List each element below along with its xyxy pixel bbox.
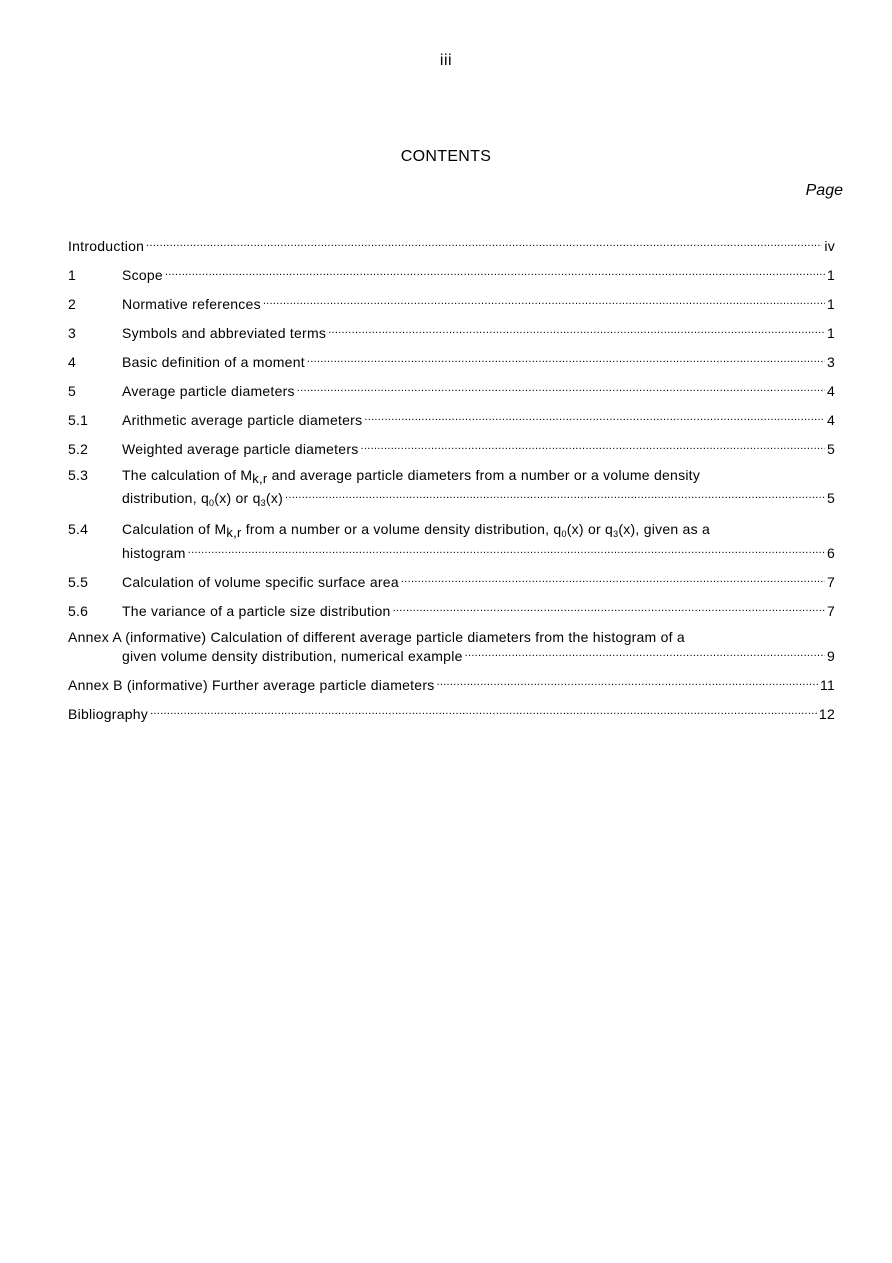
toc-entry-5-3[interactable] [68,467,835,511]
toc-entry-page: 1 [826,267,835,283]
toc-entry-number: 2 [68,296,77,312]
subscript: k,r [252,471,268,486]
toc-entry-title: Bibliography [68,706,149,722]
toc-entry-number: 5.1 [68,412,89,428]
toc-entry-title: Average particle diameters [122,383,295,399]
toc-entry-page: 1 [826,325,835,341]
dot-leader [146,235,822,251]
toc-entry-title-continued: histogram [122,545,186,561]
toc-entry-page: 6 [826,545,835,561]
toc-entry-5-2[interactable] [68,438,835,457]
toc-entry-title: Annex A (informative) Calculation of different average particle diameters from the histogram of a [68,629,685,645]
page-number: iii [439,52,453,69]
toc-entry-title-continued: distribution, $q_0(x)$ or $q_3(x)$ [122,490,283,508]
toc-entry-page: 7 [826,603,835,619]
toc-entry-title: Scope [122,267,163,283]
toc-entry-title: The calculation of Mk,r and average particle diameters from a number or a volume density [122,467,701,486]
toc-entry-4[interactable] [68,351,835,370]
toc-entry-annex-a[interactable] [68,629,835,664]
toc-entry-page: 5 [826,490,835,506]
toc-entry-5[interactable] [68,380,835,399]
toc-entry-title: Annex B (informative) Further average particle diameters [68,677,435,693]
toc-entry-5-6[interactable] [68,600,835,619]
toc-entry-5-5[interactable] [68,571,835,590]
toc-entry-title: Introduction [68,238,145,254]
toc-entry-title: Calculation of Mk,r from a number or a volume density distribution, $q_0(x)$ or $q_3(x)$, given as a [122,521,711,540]
toc-entry-title: Arithmetic average particle diameters [122,412,363,428]
dot-leader [165,264,825,280]
dot-leader [436,674,817,690]
page-column-label: Page [805,182,843,199]
dot-leader [361,438,825,454]
subscript: 0 [561,529,567,539]
toc-entry-title: Weighted average particle diameters [122,441,359,457]
toc-entry-page: 3 [826,354,835,370]
contents-heading: CONTENTS [400,148,492,165]
toc-entry-title: Normative references [122,296,261,312]
toc-entry-page: 12 [818,706,835,722]
toc-entry-title: Symbols and abbreviated terms [122,325,327,341]
dot-leader [188,542,825,558]
toc-entry-number: 1 [68,267,77,283]
subscript: 3 [260,498,266,508]
dot-leader [285,487,825,503]
toc-entry-3[interactable] [68,322,835,341]
toc-entry-title: Calculation of volume specific surface area [122,574,399,590]
toc-entry-number: 5.3 [68,467,89,483]
table-of-contents [68,235,835,732]
subscript: 0 [209,498,215,508]
toc-entry-page: 9 [826,648,835,664]
toc-entry-page: 11 [819,677,835,693]
toc-entry-page: iv [824,238,835,254]
toc-entry-number: 4 [68,354,77,370]
dot-leader [465,645,825,661]
dot-leader [393,600,825,616]
toc-entry-1[interactable] [68,264,835,283]
toc-entry-introduction[interactable] [68,235,835,254]
toc-entry-5-4[interactable] [68,521,835,561]
toc-entry-page: 5 [826,441,835,457]
toc-entry-title: Basic definition of a moment [122,354,305,370]
dot-leader [297,380,825,396]
dot-leader [263,293,825,309]
toc-entry-bibliography[interactable] [68,703,835,722]
dot-leader [364,409,825,425]
toc-entry-page: 7 [826,574,835,590]
toc-entry-number: 5.6 [68,603,89,619]
toc-entry-5-1[interactable] [68,409,835,428]
toc-entry-number: 5.4 [68,521,89,537]
toc-entry-title: The variance of a particle size distribution [122,603,391,619]
toc-entry-number: 5.2 [68,441,89,457]
dot-leader [328,322,825,338]
dot-leader [307,351,825,367]
toc-entry-number: 5 [68,383,77,399]
toc-entry-title-continued: given volume density distribution, numerical example [122,648,463,664]
dot-leader [150,703,817,719]
subscript: k,r [226,525,242,540]
toc-entry-2[interactable] [68,293,835,312]
toc-entry-page: 1 [826,296,835,312]
toc-entry-page: 4 [826,412,835,428]
subscript: 3 [613,529,619,539]
toc-entry-page: 4 [826,383,835,399]
dot-leader [401,571,825,587]
toc-entry-number: 3 [68,325,77,341]
toc-entry-number: 5.5 [68,574,89,590]
toc-entry-annex-b[interactable] [68,674,835,693]
